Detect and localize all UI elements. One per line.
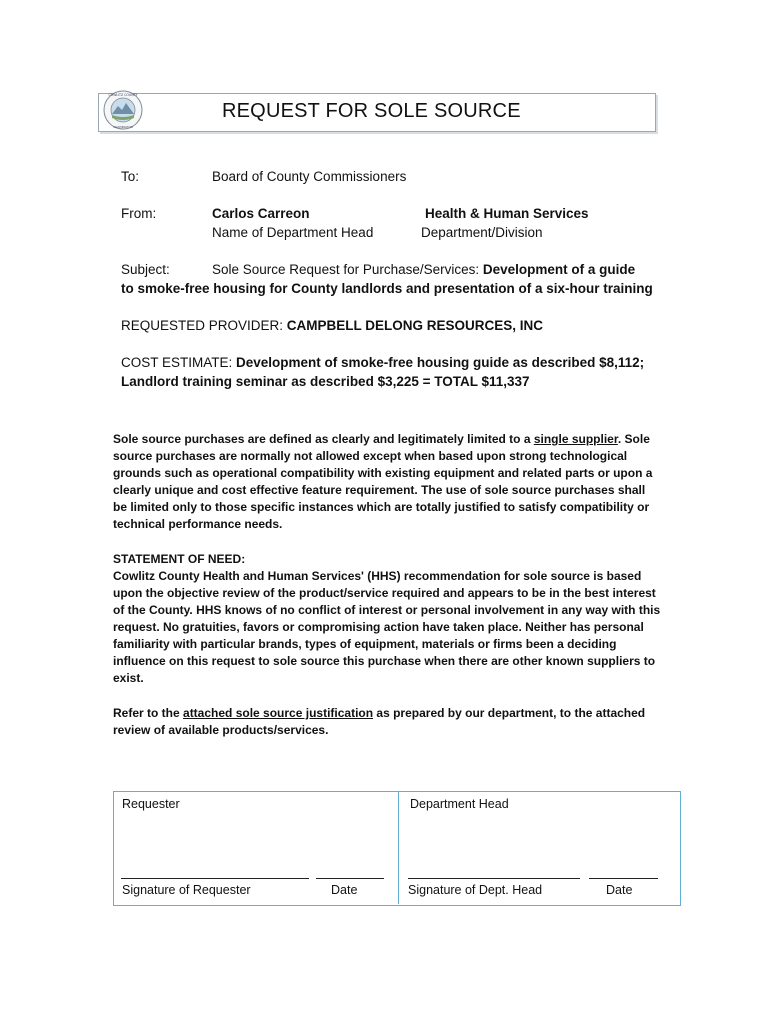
svg-text:WASHINGTON: WASHINGTON — [113, 125, 133, 129]
cost-line1 — [121, 353, 644, 372]
from-label: From: — [121, 206, 157, 221]
cost-value-2: Landlord training seminar as described $3,225 = TOTAL $11,337 — [121, 374, 530, 389]
single-supplier-link: single supplier — [533, 432, 618, 446]
subject-prefix: Sole Source Request for Purchase/Services: — [212, 262, 483, 277]
definition-text-2: . Sole source purchases are normally not allowed except when based upon strong technological grounds such as operational compatibility with existing equipment and related parts or upon a clearly unique and cost effective feature requirement. The use of sole source purchases shall be limited only to those specific instances which are totally justified to satisfy compatibility or technical performance needs. — [113, 432, 653, 531]
definition-text-1: Sole source purchases are defined as clearly and legitimately limited to a — [113, 432, 534, 446]
county-seal-logo — [103, 88, 143, 132]
dept-head-date-line[interactable] — [589, 878, 658, 879]
dept-head-date-caption: Date — [606, 883, 633, 897]
requester-heading: Requester — [122, 797, 180, 811]
dept-head-signature-caption: Signature of Dept. Head — [408, 883, 543, 897]
refer-text-2: as prepared by our department, to the attached review of available products/services. — [113, 706, 646, 737]
subject-label: Subject: — [121, 262, 170, 277]
need-heading: STATEMENT OF NEED: — [113, 552, 246, 566]
requester-signature-line[interactable] — [121, 878, 309, 879]
requester-signature-caption: Signature of Requester — [122, 883, 251, 897]
from-dept-caption: Department/Division — [421, 225, 543, 240]
provider-label: REQUESTED PROVIDER: — [121, 318, 287, 333]
from-dept: Health & Human Services — [425, 206, 589, 221]
subject-line1 — [212, 260, 635, 279]
to-label: To: — [121, 169, 140, 184]
provider-line — [121, 316, 543, 335]
subject-bold-2: to smoke-free housing for County landlords and presentation of a six-hour training — [121, 281, 653, 296]
definition-paragraph — [113, 431, 661, 533]
requester-date-line[interactable] — [316, 878, 384, 879]
cost-label: COST ESTIMATE: — [121, 355, 237, 370]
provider-value: CAMPBELL DELONG RESOURCES, INC — [286, 318, 544, 333]
refer-text-1: Refer to the — [113, 706, 184, 720]
requester-date-caption: Date — [331, 883, 358, 897]
dept-head-heading: Department Head — [410, 797, 509, 811]
cost-value-1: Development of smoke-free housing guide as described $8,112; — [236, 355, 645, 370]
to-value: Board of County Commissioners — [212, 169, 407, 184]
attached-justification-link[interactable]: attached sole source justification — [183, 706, 374, 720]
subject-bold-1: Development of a guide — [482, 262, 636, 277]
page-title: REQUEST FOR SOLE SOURCE — [222, 100, 521, 122]
need-paragraph: Cowlitz County Health and Human Services' (HHS) recommendation for sole source is based upon the objective review of the product/service required and appears to be in the best interest of the County. HHS knows of no conflict of interest or personal involvement in any way with this request. No gratuities, favors or compromising action have taken place. Neither has personal familiarity with particular brands, types of equipment, materials or firms been a deciding influence on this request to sole source this purchase when there are other known suppliers to exist. — [113, 569, 661, 685]
from-name-caption: Name of Department Head — [212, 225, 374, 240]
svg-text:COWLITZ COUNTY: COWLITZ COUNTY — [108, 93, 138, 97]
from-name: Carlos Carreon — [212, 206, 310, 221]
refer-paragraph — [113, 705, 661, 739]
signature-divider — [398, 792, 399, 904]
dept-head-signature-line[interactable] — [408, 878, 580, 879]
